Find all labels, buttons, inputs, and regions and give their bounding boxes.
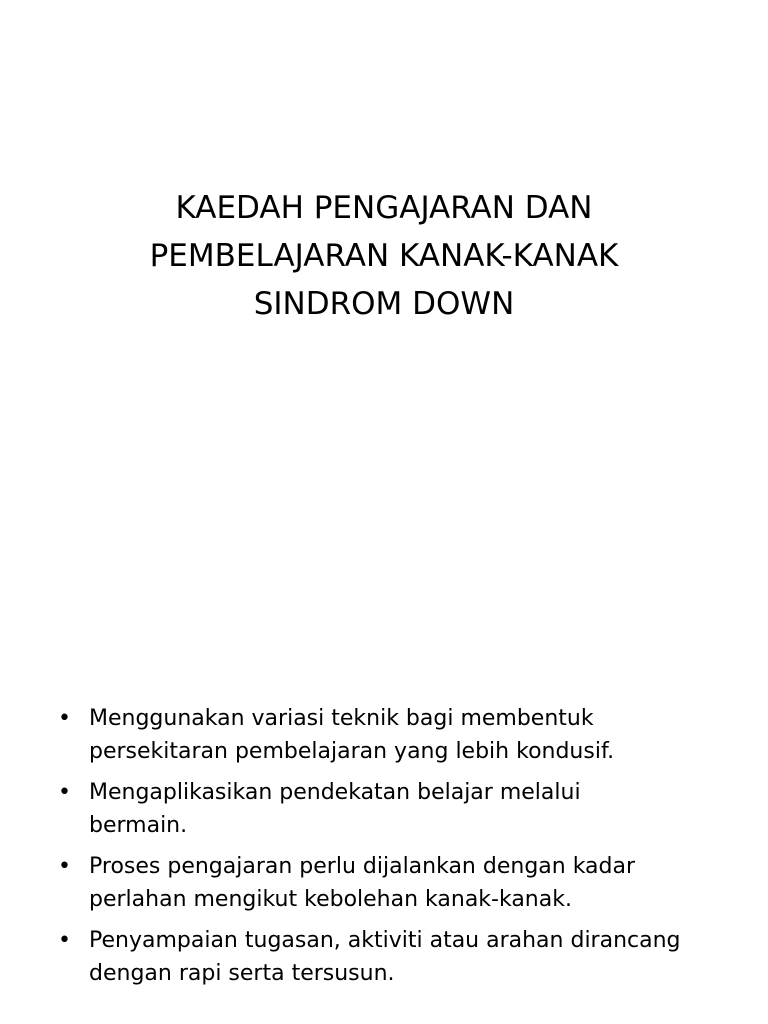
- bullet-list: [58, 702, 738, 998]
- bullet-icon: •: [58, 928, 71, 953]
- bullet-text-line: Penyampaian tugasan, aktiviti atau arahan dirancang: [89, 928, 681, 953]
- bullet-text-line: persekitaran pembelajaran yang lebih kondusif.: [89, 739, 615, 764]
- bullet-item: [58, 924, 738, 990]
- bullet-icon: •: [58, 706, 71, 731]
- title-line: PEMBELAJARAN KANAK-KANAK: [149, 238, 619, 274]
- bullet-icon: •: [58, 780, 71, 805]
- bullet-item: [58, 702, 738, 768]
- bullet-text-line: perlahan mengikut kebolehan kanak-kanak.: [89, 887, 572, 912]
- bullet-text-line: bermain.: [89, 813, 188, 838]
- title-line: SINDROM DOWN: [253, 286, 515, 322]
- bullet-text-line: Proses pengajaran perlu dijalankan dengan kadar: [89, 854, 636, 879]
- bullet-text-line: Menggunakan variasi teknik bagi membentuk: [89, 706, 594, 731]
- bullet-text-line: dengan rapi serta tersusun.: [89, 961, 395, 986]
- bullet-item: [58, 776, 738, 842]
- slide-title: [40, 184, 728, 328]
- bullet-icon: •: [58, 854, 71, 879]
- bullet-item: [58, 850, 738, 916]
- title-line: KAEDAH PENGAJARAN DAN: [175, 190, 593, 226]
- bullet-text-line: Mengaplikasikan pendekatan belajar melalui: [89, 780, 581, 805]
